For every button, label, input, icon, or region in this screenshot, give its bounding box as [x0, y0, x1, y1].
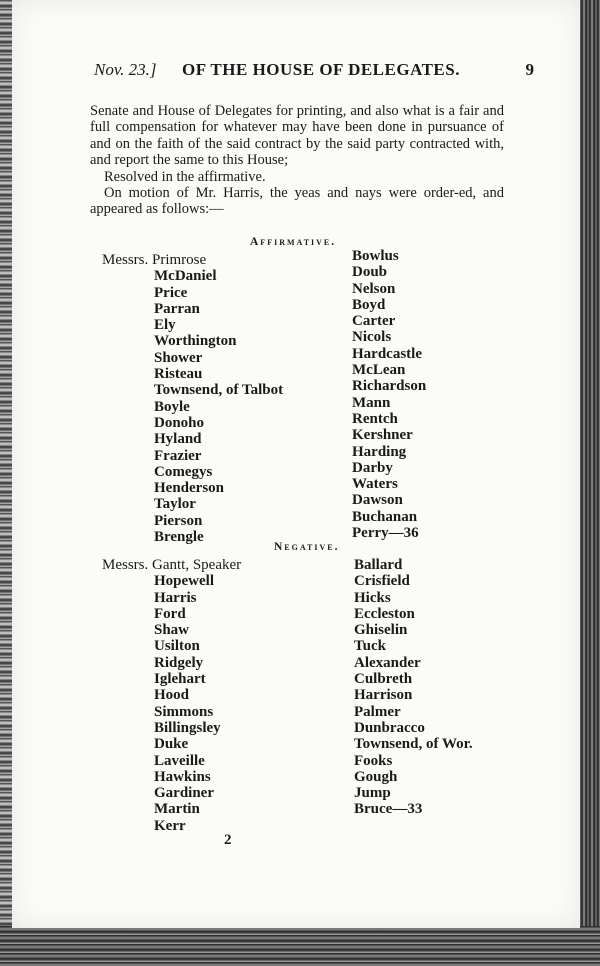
member-name: Hawkins [154, 768, 211, 785]
header-title: OF THE HOUSE OF DELEGATES. [182, 60, 460, 79]
paragraph: Senate and House of Delegates for printing, and also what is a fair and full compensation for whatever may have been done in pursuance of and on the faith of the said contract by the said party contracted with, and report the same to this House; [90, 103, 504, 169]
header-date: Nov. 23.] [94, 60, 157, 79]
member-name: Kerr [154, 817, 186, 834]
member-name: Bruce—33 [354, 801, 423, 818]
member-name: Richardson [352, 378, 427, 395]
member-name: Worthington [154, 333, 237, 350]
document-page [12, 0, 580, 928]
member-name: Jump [354, 785, 391, 802]
body-text [90, 103, 504, 218]
member-name: Ballard [354, 557, 403, 573]
negative-heading: Negative. [274, 541, 340, 553]
member-name: Shaw [154, 622, 190, 639]
member-name: Gardiner [154, 785, 214, 802]
negative-right-column [354, 557, 473, 818]
member-name: Dawson [352, 492, 403, 509]
book-edge-bottom [0, 926, 600, 966]
member-name: Rentch [352, 410, 398, 427]
book-edge-right [578, 0, 600, 966]
member-name: Eccleston [354, 605, 415, 622]
affirmative-left-column [102, 252, 283, 545]
member-name: McLean [352, 362, 406, 379]
negative-left-column [102, 557, 241, 834]
member-name: Brengle [154, 529, 204, 546]
member-name: Darby [352, 459, 393, 476]
member-name: Boyd [352, 296, 386, 313]
member-name: Harrison [354, 687, 413, 704]
member-name: Henderson [154, 480, 225, 497]
member-name: Taylor [154, 496, 196, 513]
page-number: 9 [525, 60, 534, 79]
motion-paragraph: On motion of Mr. Harris, the yeas and nays were order-ed, and appeared as follows:— [90, 185, 504, 218]
member-name: Perry—36 [352, 525, 419, 542]
member-name: Harding [352, 443, 407, 460]
member-name: Messrs. Gantt, Speaker [102, 557, 242, 573]
member-name: Iglehart [154, 671, 206, 688]
member-name: Dunbracco [354, 719, 425, 736]
member-name: Duke [154, 736, 189, 753]
member-name: Ridgely [154, 654, 204, 671]
member-name: Fooks [354, 752, 393, 769]
member-name: Palmer [354, 703, 401, 720]
member-name: Boyle [154, 398, 190, 415]
affirmative-heading: Affirmative. [250, 236, 337, 248]
member-name: Ely [154, 317, 176, 334]
member-name: Comegys [154, 463, 213, 480]
member-name: Messrs. Primrose [102, 252, 207, 268]
member-name: Hyland [154, 431, 202, 448]
member-name: Doub [352, 264, 388, 281]
member-name: Carter [352, 313, 396, 330]
member-name: Price [154, 284, 188, 301]
signature-mark: 2 [224, 832, 232, 848]
member-name: Buchanan [352, 508, 418, 525]
member-name: Risteau [154, 366, 203, 383]
running-head [94, 60, 534, 90]
affirmative-right-column [352, 248, 426, 541]
member-name: Parran [154, 300, 200, 317]
member-name: Simmons [154, 703, 214, 720]
member-name: McDaniel [154, 268, 217, 285]
member-name: Billingsley [154, 719, 221, 736]
member-name: Martin [154, 801, 200, 818]
member-name: Waters [352, 476, 398, 493]
member-name: Hicks [354, 589, 391, 606]
member-name: Bowlus [352, 248, 399, 264]
member-name: Usilton [154, 638, 200, 655]
resolved-line: Resolved in the affirmative. [104, 168, 266, 185]
member-name: Culbreth [354, 671, 413, 688]
member-name: Townsend, of Talbot [154, 382, 284, 399]
member-name: Donoho [154, 414, 205, 431]
member-name: Nelson [352, 280, 396, 297]
member-name: Hardcastle [352, 345, 422, 362]
member-name: Nicols [352, 329, 392, 346]
member-name: Townsend, of Wor. [354, 736, 473, 753]
member-name: Pierson [154, 512, 203, 529]
member-name: Laveille [154, 752, 205, 769]
member-name: Ford [154, 605, 186, 622]
member-name: Hood [154, 687, 190, 704]
member-name: Crisfield [354, 573, 410, 590]
member-name: Ghiselin [354, 622, 408, 639]
member-name: Harris [154, 589, 197, 606]
member-name: Hopewell [154, 573, 214, 590]
member-name: Alexander [354, 654, 421, 671]
member-name: Shower [154, 349, 203, 366]
member-name: Mann [352, 394, 391, 411]
member-name: Tuck [354, 638, 386, 655]
member-name: Kershner [352, 427, 413, 444]
member-name: Frazier [154, 447, 202, 464]
member-name: Gough [354, 768, 398, 785]
